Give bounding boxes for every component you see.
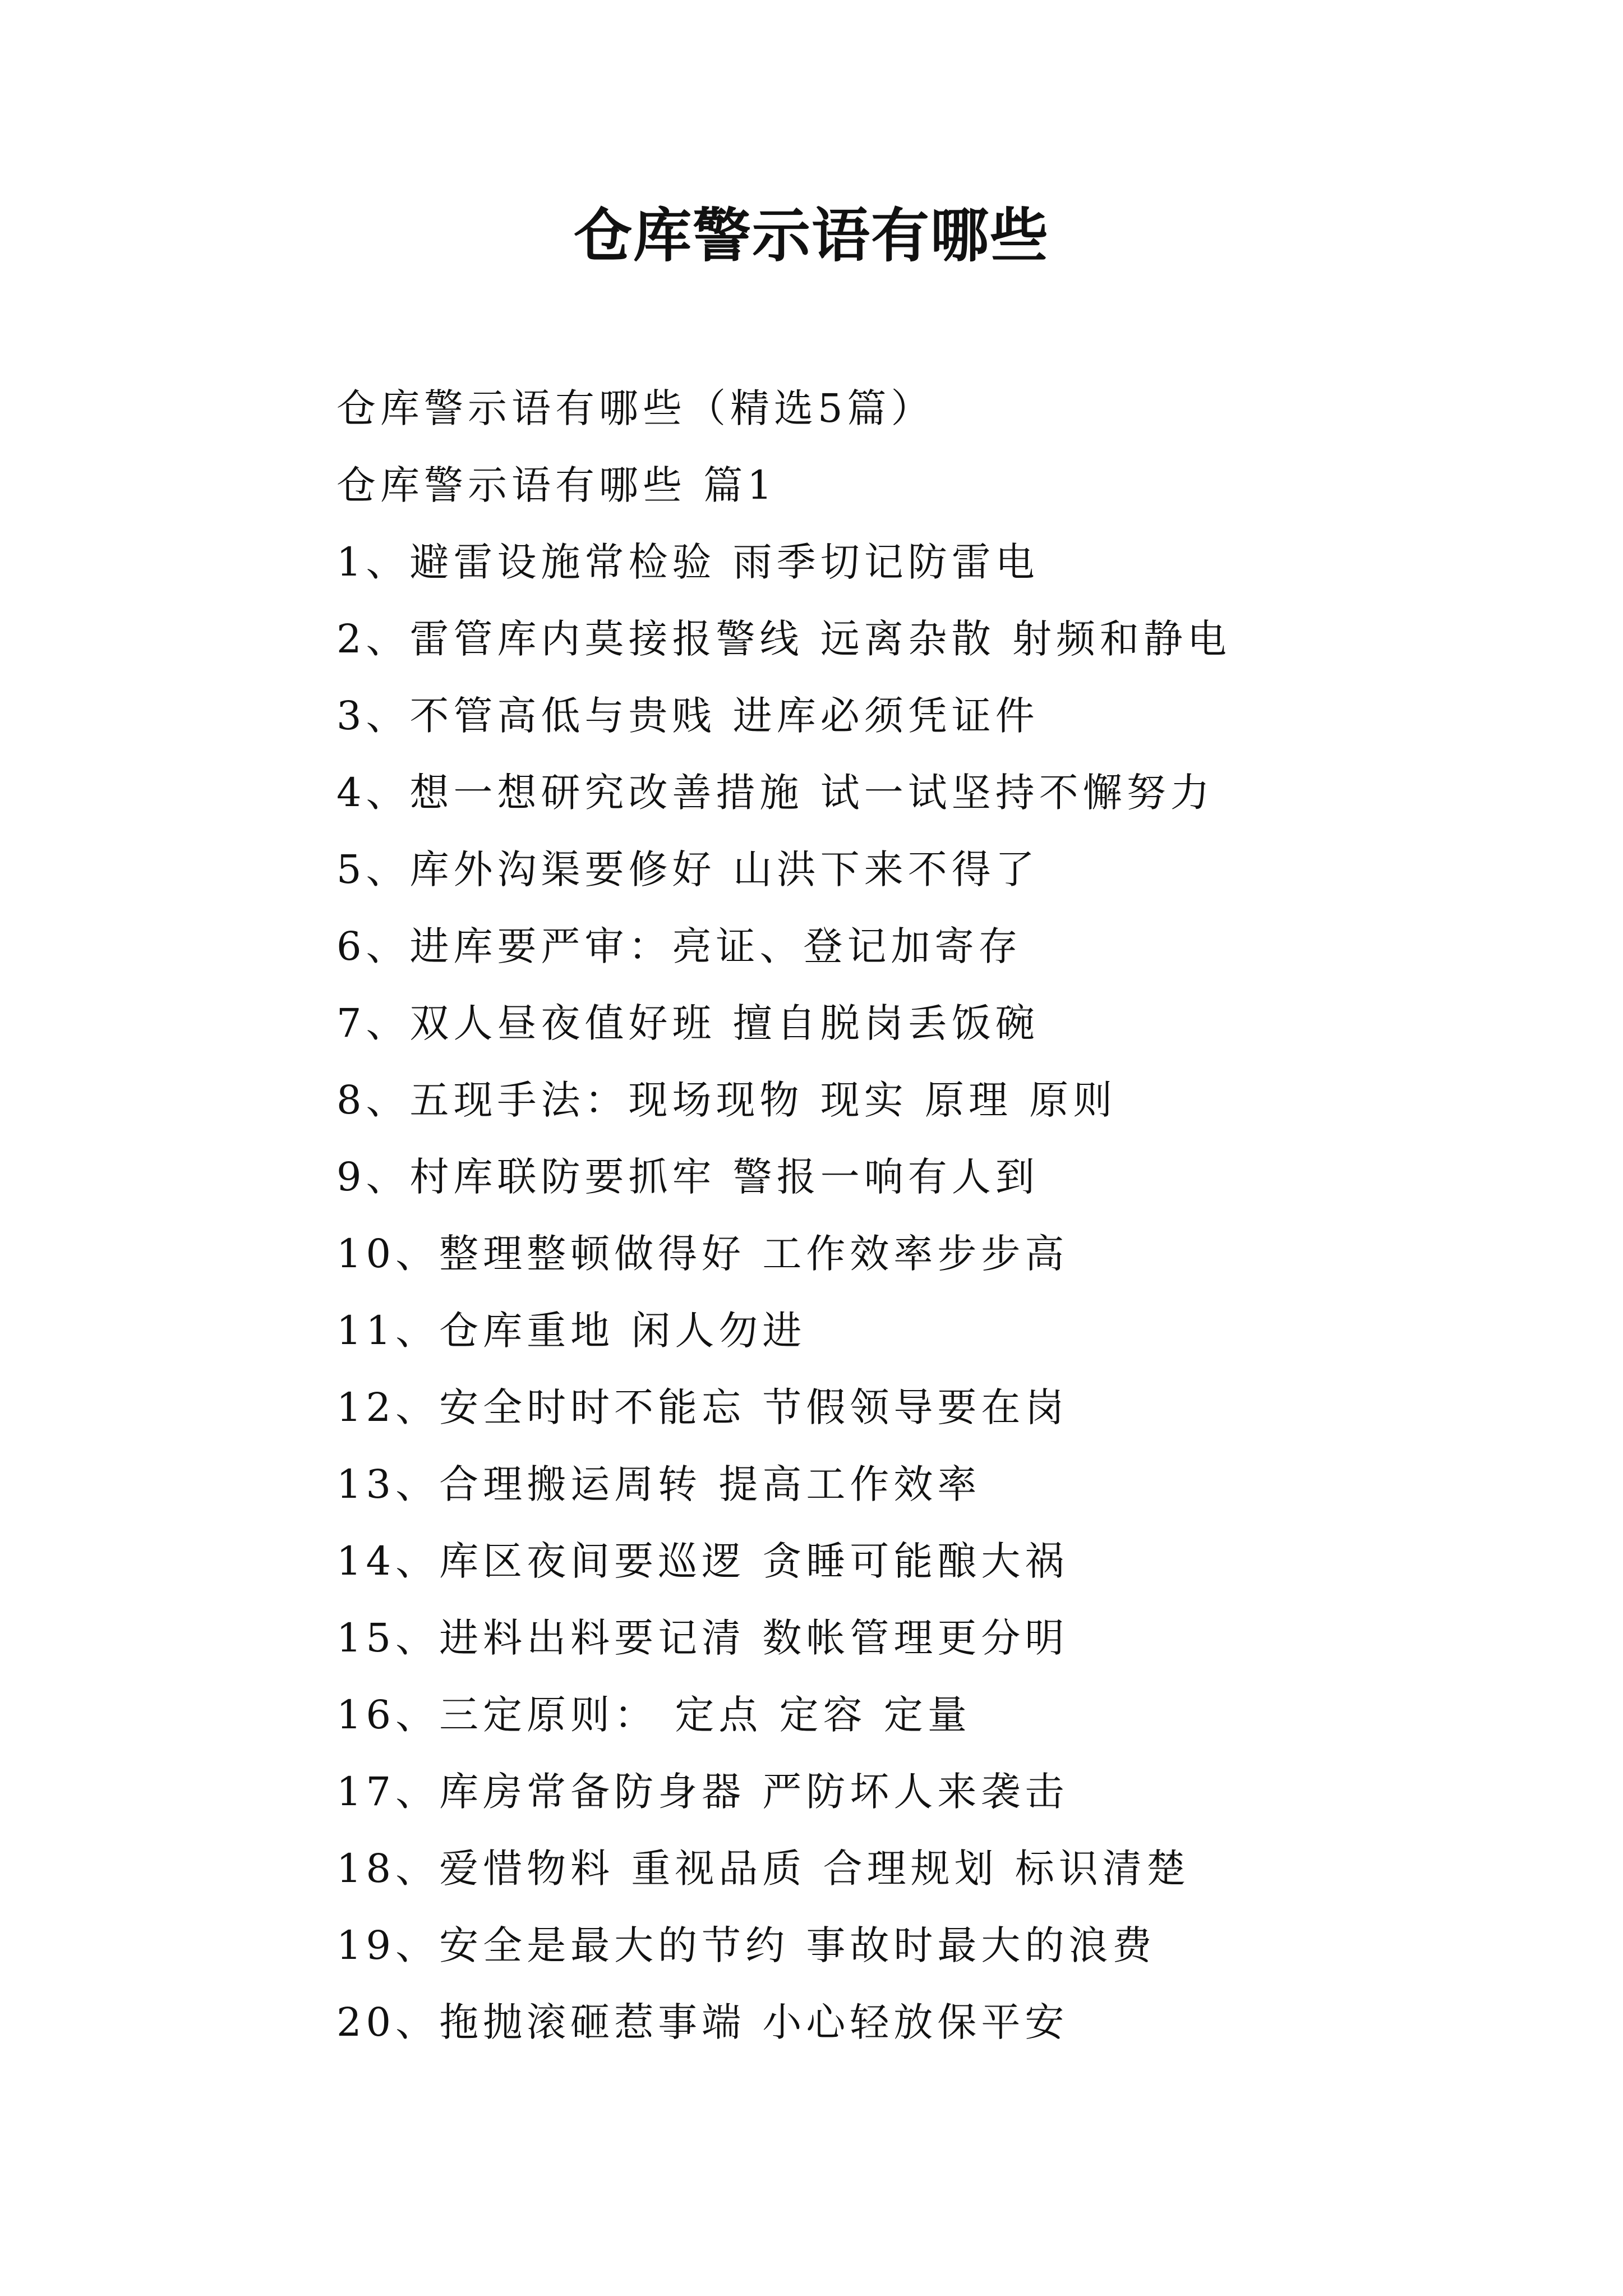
list-item: 20、拖抛滚砸惹事端 小心轻放保平安 (336, 1999, 1069, 2045)
list-item: 1、避雷设施常检验 雨季切记防雷电 (336, 539, 1039, 585)
list-item: 11、仓库重地 闲人勿进 (336, 1308, 806, 1354)
list-item: 9、村库联防要抓牢 警报一响有人到 (336, 1154, 1039, 1200)
list-item: 17、库房常备防身器 严防坏人来袭击 (336, 1769, 1069, 1815)
list-item: 3、不管高低与贵贱 进库必须凭证件 (336, 693, 1039, 739)
list-item: 16、三定原则： 定点 定容 定量 (336, 1692, 971, 1738)
list-item: 13、合理搬运周转 提高工作效率 (336, 1461, 981, 1507)
list-item: 19、安全是最大的节约 事故时最大的浪费 (336, 1922, 1156, 1968)
list-item: 5、库外沟渠要修好 山洪下来不得了 (336, 846, 1039, 892)
list-item: 2、雷管库内莫接报警线 远离杂散 射频和静电 (336, 616, 1232, 662)
page-title: 仓库警示语有哪些 (573, 201, 1049, 270)
list-item: 18、爱惜物料 重视品质 合理规划 标识清楚 (336, 1846, 1190, 1892)
list-item: 7、双人昼夜值好班 擅自脱岗丢饭碗 (336, 1000, 1039, 1046)
list-item: 14、库区夜间要巡逻 贪睡可能酿大祸 (336, 1538, 1069, 1584)
list-item: 12、安全时时不能忘 节假领导要在岗 (336, 1384, 1069, 1430)
document-body (336, 370, 1514, 2061)
section-heading: 仓库警示语有哪些 篇1 (336, 462, 777, 508)
list-item: 10、整理整顿做得好 工作效率步步高 (336, 1231, 1069, 1277)
list-item: 6、进库要严审：亮证、登记加寄存 (336, 923, 1022, 969)
list-item: 8、五现手法：现场现物 现实 原理 原则 (336, 1077, 1117, 1123)
list-item: 4、想一想研究改善措施 试一试坚持不懈努力 (336, 770, 1214, 816)
list-item: 15、进料出料要记清 数帐管理更分明 (336, 1615, 1069, 1661)
document-subtitle: 仓库警示语有哪些（精选5篇） (336, 385, 935, 431)
